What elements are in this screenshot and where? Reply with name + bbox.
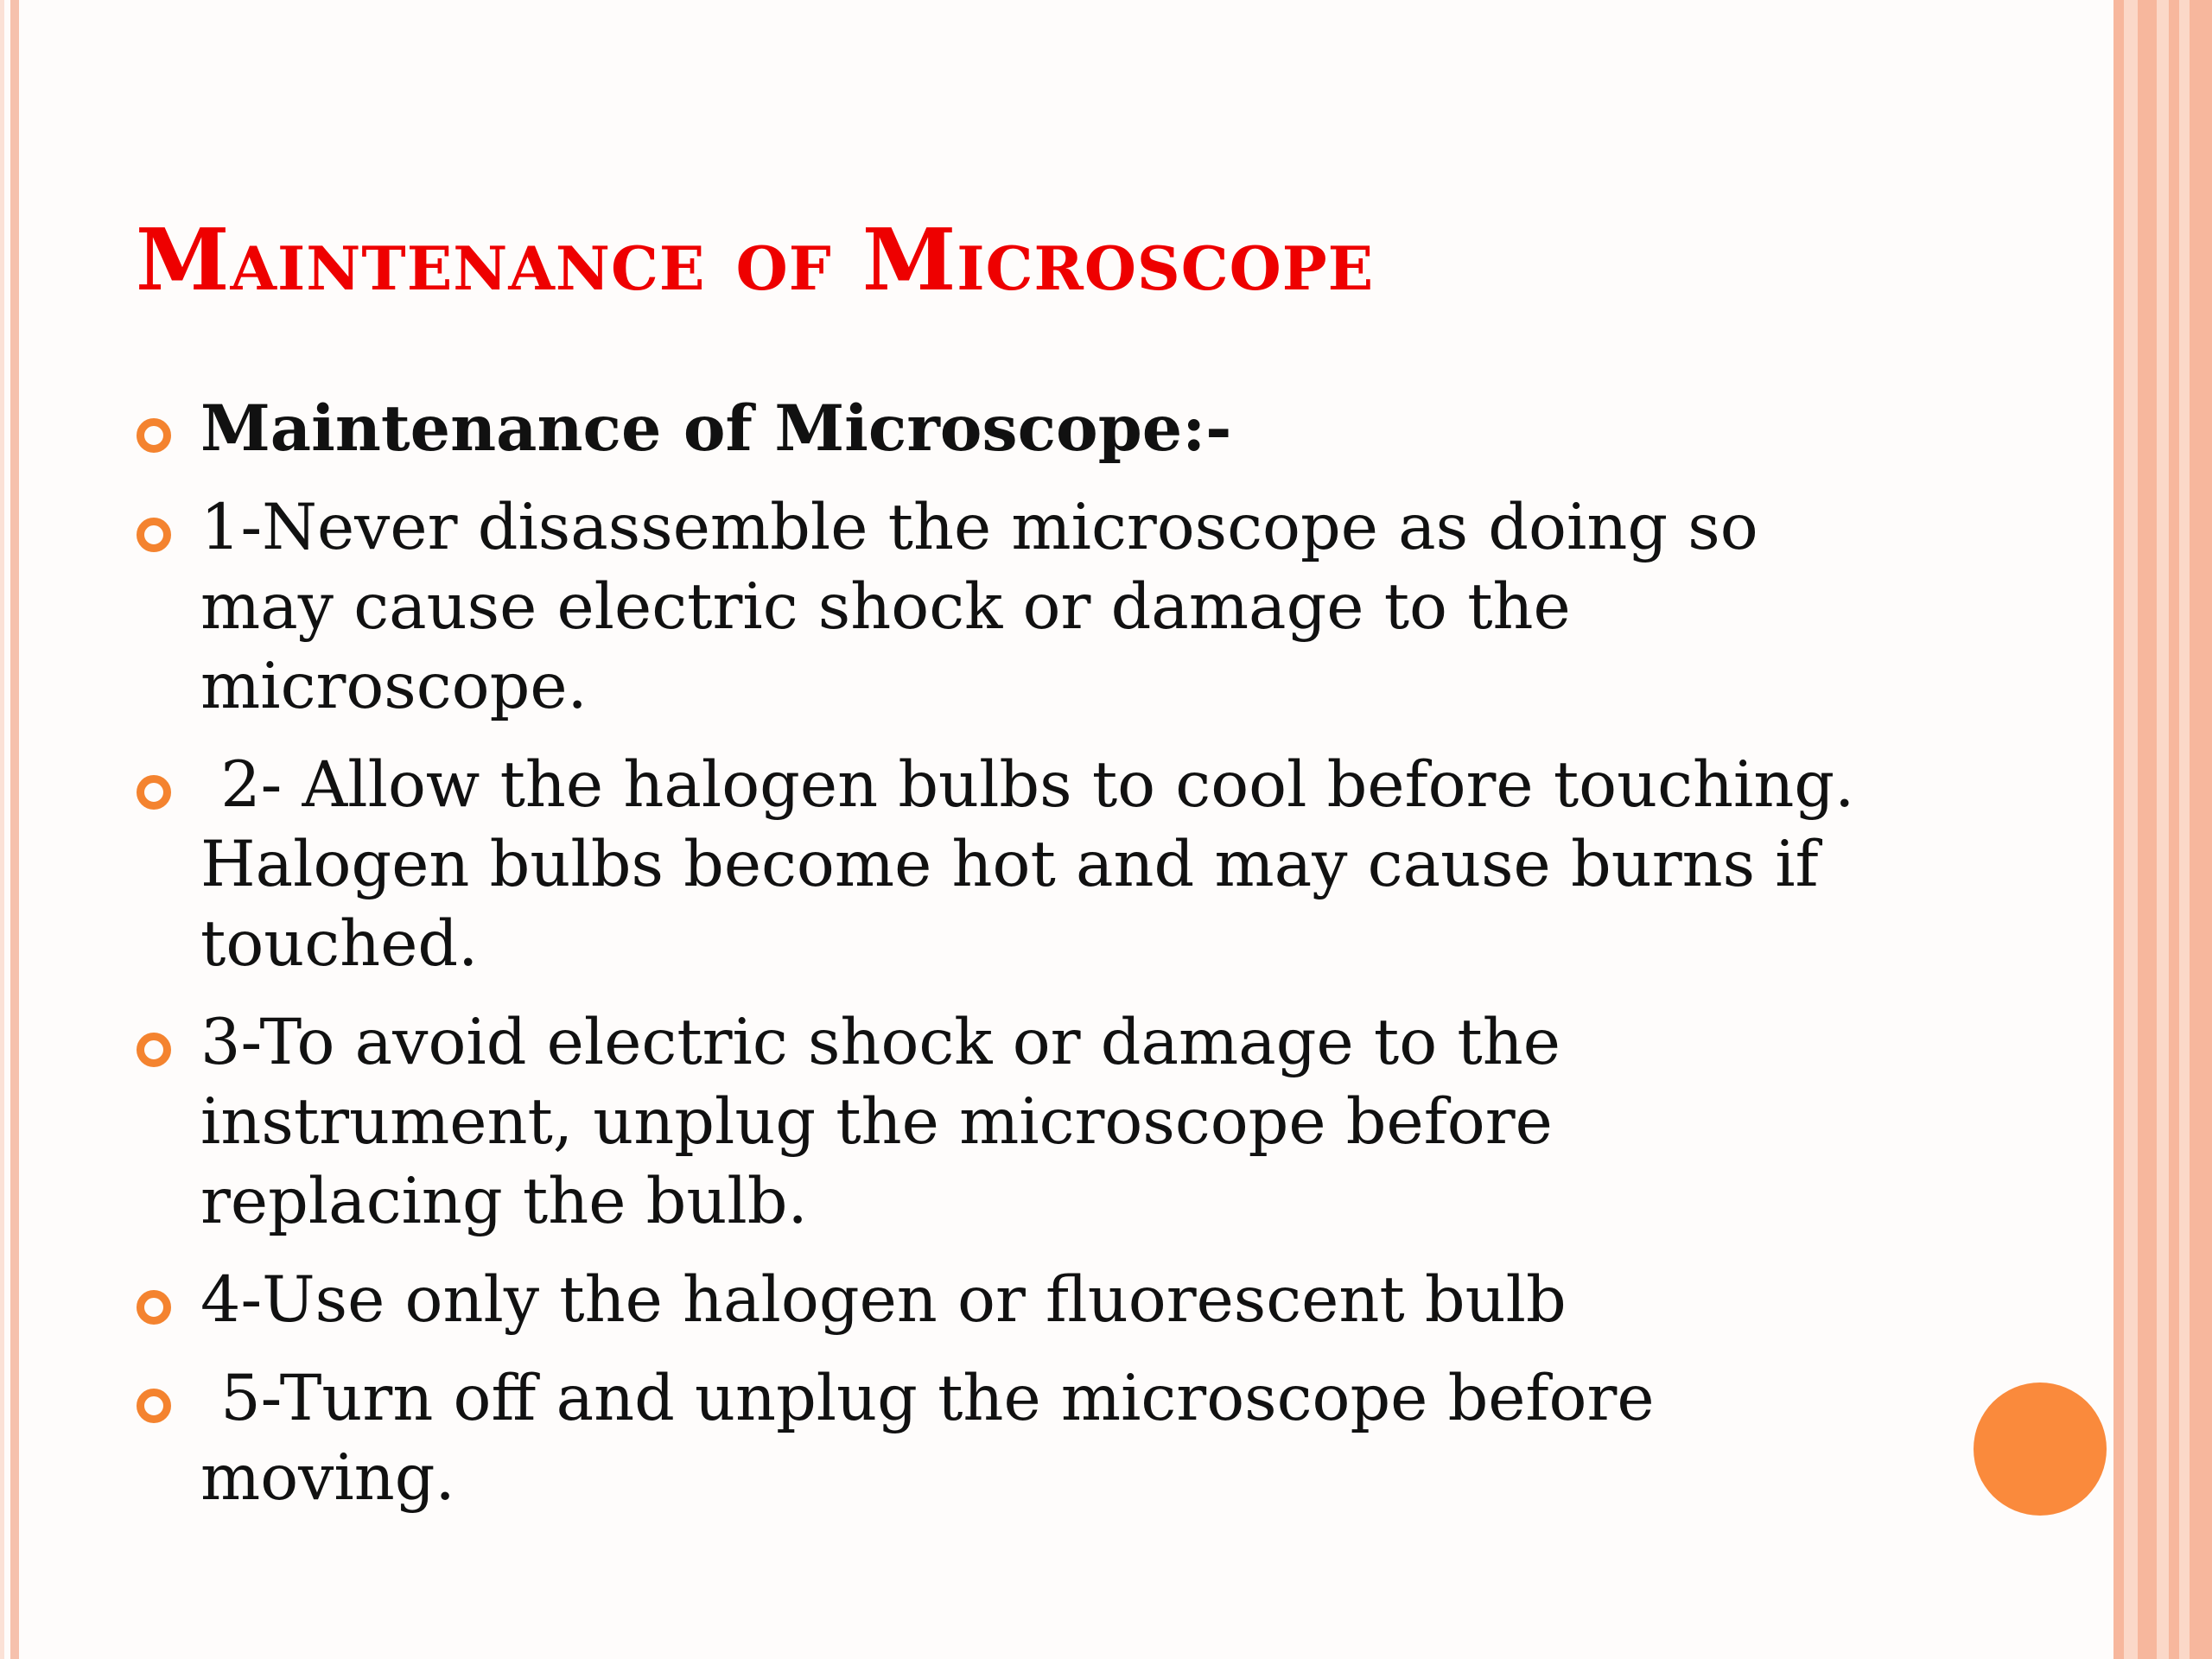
bullet-list: [130, 389, 1875, 1537]
bullet-item-heading: [130, 389, 1858, 469]
bullet-ring-icon: [137, 775, 171, 810]
bullet-ring-icon: [137, 1033, 171, 1067]
slide-title: Maintenance of Microscope: [136, 211, 1375, 310]
bullet-ring-icon: [137, 418, 171, 453]
bullet-ring-icon: [137, 518, 171, 552]
bullet-text: 1-Never disassemble the microscope as doing so may cause electric shock or damage to the microscope.: [200, 491, 1758, 723]
bullet-item-3: [130, 1003, 1858, 1242]
right-decor-stripe: [2190, 0, 2212, 1659]
decorative-circle: [1974, 1382, 2107, 1516]
bullet-item-1: [130, 488, 1858, 727]
bullet-item-5: [130, 1359, 1858, 1518]
bullet-ring-icon: [137, 1290, 171, 1325]
bullet-text: Maintenance of Microscope:-: [200, 391, 1232, 466]
bullet-text: 2- Allow the halogen bulbs to cool before touching. Halogen bulbs become hot and may cause burns if touched.: [200, 748, 1875, 981]
bullet-item-4: [130, 1261, 1858, 1340]
bullet-text: 5-Turn off and unplug the microscope before moving.: [200, 1362, 1675, 1515]
right-decor-stripe: [2169, 0, 2179, 1659]
bullet-text: 4-Use only the halogen or fluorescent bulb: [200, 1263, 1567, 1337]
bullet-ring-icon: [137, 1389, 171, 1423]
bullet-text: 3-To avoid electric shock or damage to the instrument, unplug the microscope before replacing the bulb.: [200, 1006, 1560, 1238]
left-border-thin: [0, 0, 4, 1659]
bullet-item-2: [130, 746, 1875, 984]
left-border-stripe: [10, 0, 19, 1659]
right-decor-stripe: [2138, 0, 2157, 1659]
right-decor-stripe: [2113, 0, 2124, 1659]
